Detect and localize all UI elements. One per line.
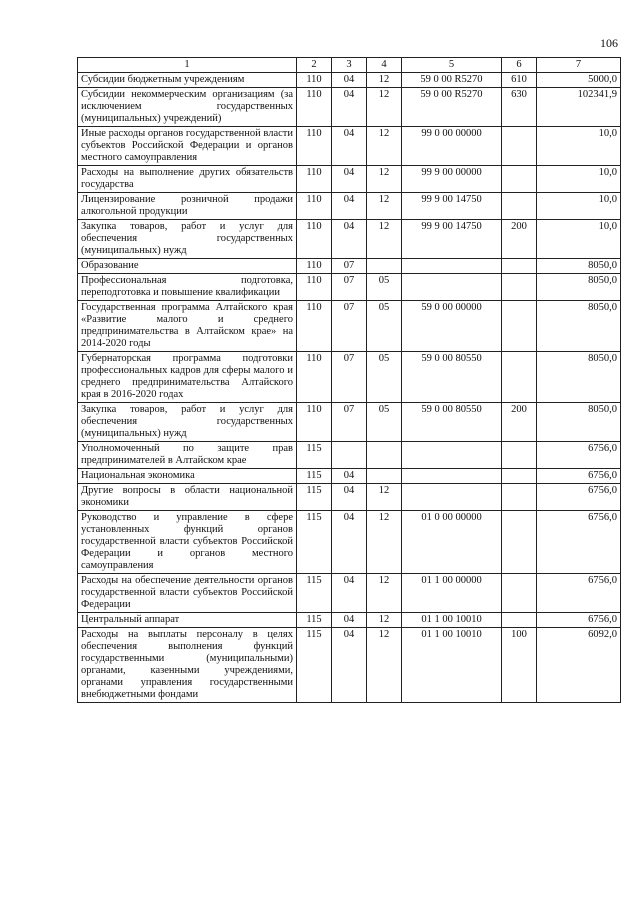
cell-target-article	[402, 274, 502, 301]
cell-name: Субсидии некоммерческим организациям (за исключением государственных (муниципальных) учреждений)	[78, 88, 297, 127]
cell-target-article: 01 1 00 00000	[402, 574, 502, 613]
cell-name: Руководство и управление в сфере установленных функций органов государственной власти субъектов Российской Федерации и органов местного самоуправления	[78, 511, 297, 574]
cell-section: 07	[332, 301, 367, 352]
cell-target-article: 99 9 00 00000	[402, 166, 502, 193]
table-row	[78, 166, 621, 193]
page-number: 106	[600, 36, 618, 50]
cell-amount: 10,0	[537, 220, 621, 259]
cell-expense-type	[502, 193, 537, 220]
budget-table	[77, 57, 621, 703]
cell-amount: 8050,0	[537, 259, 621, 274]
cell-name: Закупка товаров, работ и услуг для обеспечения государственных (муниципальных) нужд	[78, 220, 297, 259]
cell-subsection: 05	[367, 301, 402, 352]
cell-name: Уполномоченный по защите прав предпринимателей в Алтайском крае	[78, 442, 297, 469]
cell-target-article: 59 0 00 80550	[402, 352, 502, 403]
cell-ministry: 110	[297, 73, 332, 88]
cell-amount: 6092,0	[537, 628, 621, 703]
cell-ministry: 110	[297, 220, 332, 259]
table-row	[78, 73, 621, 88]
cell-section: 07	[332, 274, 367, 301]
cell-name: Государственная программа Алтайского края «Развитие малого и среднего предпринимательства в Алтайском крае» на 2014-2020 годы	[78, 301, 297, 352]
cell-name: Субсидии бюджетным учреждениям	[78, 73, 297, 88]
table-row	[78, 613, 621, 628]
cell-subsection: 12	[367, 511, 402, 574]
cell-ministry: 110	[297, 88, 332, 127]
cell-subsection: 12	[367, 127, 402, 166]
cell-subsection: 12	[367, 220, 402, 259]
cell-amount: 8050,0	[537, 301, 621, 352]
cell-amount: 6756,0	[537, 511, 621, 574]
cell-target-article: 01 0 00 00000	[402, 511, 502, 574]
cell-ministry: 110	[297, 274, 332, 301]
cell-subsection	[367, 442, 402, 469]
table-row	[78, 274, 621, 301]
cell-target-article: 99 9 00 14750	[402, 220, 502, 259]
cell-amount: 102341,9	[537, 88, 621, 127]
cell-amount: 8050,0	[537, 274, 621, 301]
cell-name: Закупка товаров, работ и услуг для обеспечения государственных (муниципальных) нужд	[78, 403, 297, 442]
cell-section: 04	[332, 88, 367, 127]
cell-section: 04	[332, 574, 367, 613]
cell-target-article: 59 0 00 R5270	[402, 88, 502, 127]
table-row	[78, 469, 621, 484]
table-row	[78, 574, 621, 613]
header-cell-6: 6	[502, 58, 537, 73]
cell-amount: 10,0	[537, 127, 621, 166]
cell-section: 04	[332, 220, 367, 259]
cell-expense-type: 610	[502, 73, 537, 88]
header-cell-1: 1	[78, 58, 297, 73]
cell-expense-type	[502, 613, 537, 628]
cell-name: Расходы на обеспечение деятельности органов государственной власти субъектов Российской Федерации	[78, 574, 297, 613]
cell-expense-type	[502, 352, 537, 403]
cell-amount: 6756,0	[537, 442, 621, 469]
cell-ministry: 110	[297, 193, 332, 220]
table-row	[78, 484, 621, 511]
cell-target-article	[402, 484, 502, 511]
cell-section: 07	[332, 403, 367, 442]
cell-name: Национальная экономика	[78, 469, 297, 484]
cell-name: Центральный аппарат	[78, 613, 297, 628]
header-cell-7: 7	[537, 58, 621, 73]
cell-expense-type: 630	[502, 88, 537, 127]
cell-expense-type	[502, 469, 537, 484]
header-cell-3: 3	[332, 58, 367, 73]
cell-ministry: 115	[297, 442, 332, 469]
cell-name: Расходы на выполнение других обязательств государства	[78, 166, 297, 193]
cell-target-article: 59 0 00 00000	[402, 301, 502, 352]
cell-expense-type: 200	[502, 403, 537, 442]
cell-section: 04	[332, 469, 367, 484]
cell-amount: 10,0	[537, 193, 621, 220]
table-row	[78, 403, 621, 442]
table-row	[78, 628, 621, 703]
cell-subsection: 12	[367, 73, 402, 88]
cell-target-article: 59 0 00 80550	[402, 403, 502, 442]
cell-amount: 6756,0	[537, 484, 621, 511]
cell-amount: 8050,0	[537, 403, 621, 442]
cell-ministry: 110	[297, 352, 332, 403]
cell-amount: 6756,0	[537, 613, 621, 628]
cell-expense-type	[502, 442, 537, 469]
table-row	[78, 352, 621, 403]
cell-expense-type	[502, 301, 537, 352]
table-row	[78, 442, 621, 469]
cell-subsection: 12	[367, 484, 402, 511]
cell-section: 04	[332, 166, 367, 193]
cell-name: Образование	[78, 259, 297, 274]
cell-expense-type	[502, 274, 537, 301]
cell-section: 04	[332, 484, 367, 511]
cell-subsection: 12	[367, 628, 402, 703]
header-cell-5: 5	[402, 58, 502, 73]
cell-section: 07	[332, 352, 367, 403]
cell-expense-type	[502, 574, 537, 613]
cell-section: 04	[332, 127, 367, 166]
cell-target-article: 01 1 00 10010	[402, 628, 502, 703]
table-row	[78, 127, 621, 166]
cell-target-article	[402, 442, 502, 469]
cell-expense-type: 100	[502, 628, 537, 703]
cell-name: Иные расходы органов государственной власти субъектов Российской Федерации и органов местного самоуправления	[78, 127, 297, 166]
table-row	[78, 301, 621, 352]
cell-ministry: 110	[297, 166, 332, 193]
header-cell-2: 2	[297, 58, 332, 73]
table-row	[78, 88, 621, 127]
cell-ministry: 110	[297, 127, 332, 166]
cell-amount: 10,0	[537, 166, 621, 193]
cell-amount: 8050,0	[537, 352, 621, 403]
cell-subsection: 12	[367, 166, 402, 193]
cell-subsection	[367, 259, 402, 274]
cell-target-article	[402, 469, 502, 484]
cell-expense-type	[502, 127, 537, 166]
cell-ministry: 115	[297, 469, 332, 484]
cell-ministry: 115	[297, 613, 332, 628]
cell-target-article: 59 0 00 R5270	[402, 73, 502, 88]
cell-expense-type	[502, 484, 537, 511]
cell-subsection: 05	[367, 274, 402, 301]
cell-amount: 5000,0	[537, 73, 621, 88]
cell-section: 04	[332, 628, 367, 703]
cell-target-article	[402, 259, 502, 274]
table-row	[78, 220, 621, 259]
cell-subsection: 12	[367, 574, 402, 613]
cell-name: Профессиональная подготовка, переподготовка и повышение квалификации	[78, 274, 297, 301]
cell-subsection: 12	[367, 88, 402, 127]
cell-ministry: 110	[297, 301, 332, 352]
cell-ministry: 115	[297, 628, 332, 703]
cell-expense-type: 200	[502, 220, 537, 259]
cell-ministry: 115	[297, 511, 332, 574]
cell-subsection	[367, 469, 402, 484]
cell-subsection: 05	[367, 352, 402, 403]
cell-ministry: 115	[297, 484, 332, 511]
cell-subsection: 12	[367, 613, 402, 628]
header-row	[78, 58, 621, 73]
cell-target-article: 99 9 00 14750	[402, 193, 502, 220]
table-row	[78, 511, 621, 574]
cell-expense-type	[502, 511, 537, 574]
cell-target-article: 01 1 00 10010	[402, 613, 502, 628]
cell-section: 04	[332, 613, 367, 628]
cell-subsection: 05	[367, 403, 402, 442]
cell-amount: 6756,0	[537, 469, 621, 484]
cell-section: 04	[332, 511, 367, 574]
cell-name: Другие вопросы в области национальной экономики	[78, 484, 297, 511]
cell-name: Губернаторская программа подготовки профессиональных кадров для сферы малого и среднего предпринимательства Алтайского края в 2016-2020 годах	[78, 352, 297, 403]
cell-section	[332, 442, 367, 469]
cell-section: 07	[332, 259, 367, 274]
cell-name: Расходы на выплаты персоналу в целях обеспечения выполнения функций государственными (муниципальными) органами, казенными учреждениями, органами управления государственными внебюджетными фондами	[78, 628, 297, 703]
table-row	[78, 193, 621, 220]
cell-name: Лицензирование розничной продажи алкогольной продукции	[78, 193, 297, 220]
cell-expense-type	[502, 166, 537, 193]
cell-target-article: 99 0 00 00000	[402, 127, 502, 166]
cell-ministry: 110	[297, 403, 332, 442]
table-row	[78, 259, 621, 274]
cell-section: 04	[332, 73, 367, 88]
cell-amount: 6756,0	[537, 574, 621, 613]
cell-section: 04	[332, 193, 367, 220]
cell-ministry: 115	[297, 574, 332, 613]
cell-expense-type	[502, 259, 537, 274]
cell-ministry: 110	[297, 259, 332, 274]
table-body	[78, 73, 621, 703]
cell-subsection: 12	[367, 193, 402, 220]
header-cell-4: 4	[367, 58, 402, 73]
